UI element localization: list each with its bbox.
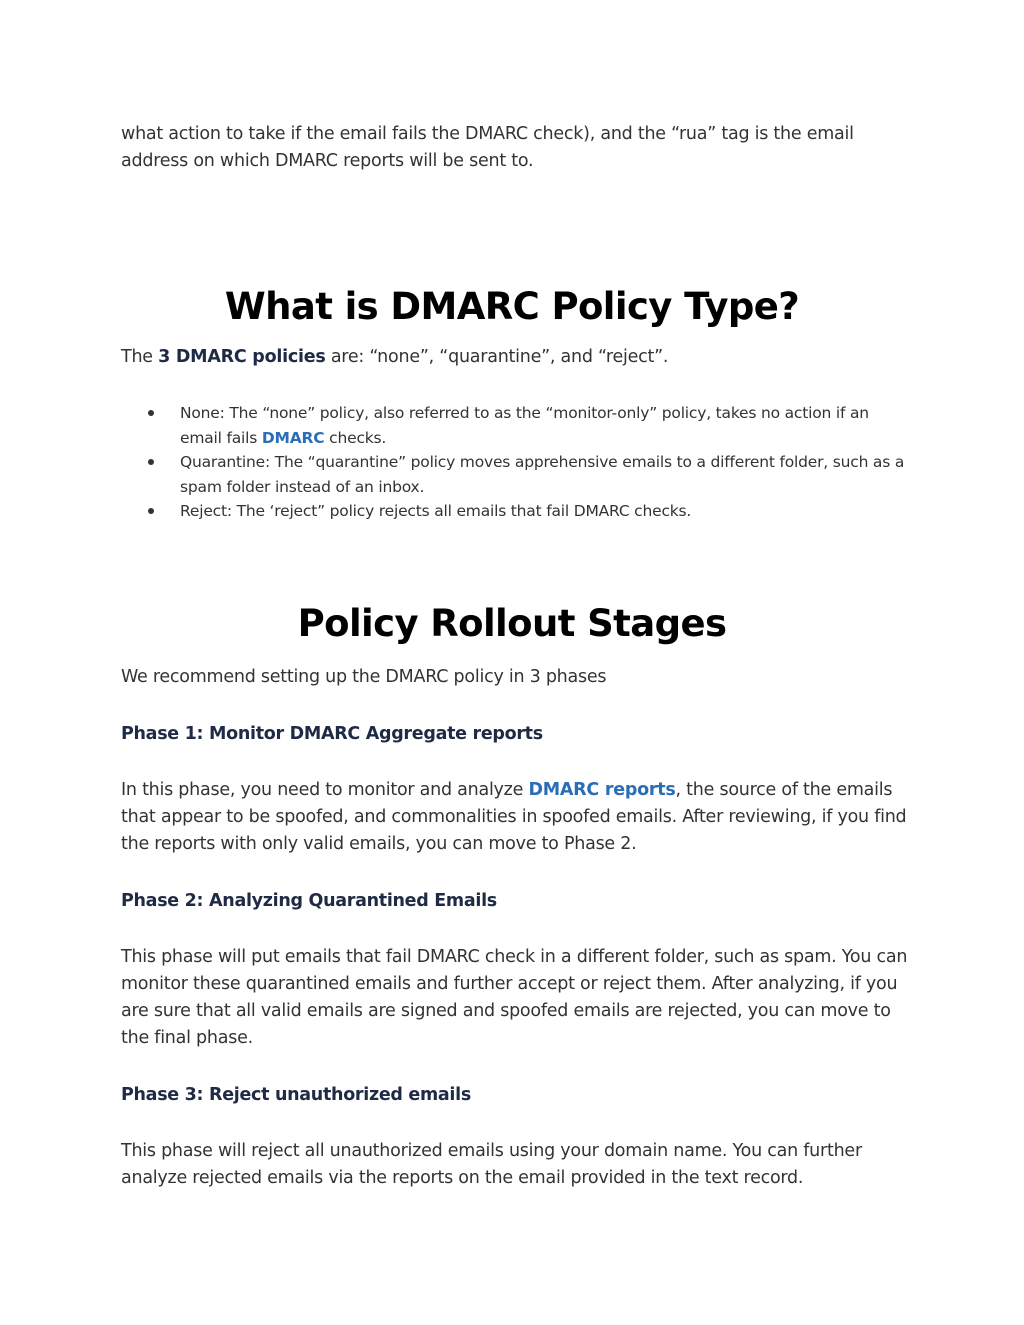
policy-type-lead-suffix: are: “none”, “quarantine”, and “reject”. [325, 347, 669, 367]
list-item-none [121, 401, 911, 450]
phase-1-paragraph [121, 777, 911, 858]
phase-2-paragraph: This phase will put emails that fail DMARC check in a different folder, such as spam. You can monitor these quarantined emails and further accept or reject them. After analyzing, if you are sure that all valid emails are signed and spoofed emails are rejected, you can move to the final phase. [121, 947, 908, 1048]
intro-paragraph: what action to take if the email fails the DMARC check), and the “rua” tag is the email address on which DMARC reports will be sent to. [121, 124, 854, 171]
dmarc-link[interactable]: DMARC [261, 428, 325, 447]
phase-1-text: In this phase, you need to monitor and analyze [121, 780, 529, 800]
bullet-icon [148, 459, 154, 465]
policy-type-lead [121, 344, 911, 371]
dmarc-reports-link[interactable]: DMARC reports [528, 780, 676, 800]
bullet-icon [148, 508, 154, 514]
phase-1-title: Phase 1: Monitor DMARC Aggregate reports [121, 724, 543, 744]
list-item-text: None: The “none” policy, also referred to as the “monitor-only” policy, takes no action if an email fails [180, 404, 869, 447]
phase-3-paragraph: This phase will reject all unauthorized emails using your domain name. You can further analyze rejected emails via the reports on the email provided in the text record. [121, 1141, 862, 1188]
list-item-text-after: checks. [324, 428, 387, 447]
rollout-heading: Policy Rollout Stages [297, 602, 727, 645]
list-item-text: Reject: The ‘reject” policy rejects all emails that fail DMARC checks. [180, 502, 692, 520]
phase-2-title: Phase 2: Analyzing Quarantined Emails [121, 891, 497, 911]
phase-3-title: Phase 3: Reject unauthorized emails [121, 1085, 471, 1105]
policy-type-heading: What is DMARC Policy Type? [224, 285, 800, 328]
list-item-text: Quarantine: The “quarantine” policy moves apprehensive emails to a different folder, such as a spam folder instead of an inbox. [180, 453, 905, 496]
policy-type-lead-prefix: The [121, 347, 159, 367]
policy-list [121, 401, 911, 524]
bullet-icon [148, 410, 154, 416]
phase-1-text-after: , the source of the emails that appear to be spoofed, and commonalities in spoofed emails. After reviewing, if you find the reports with only valid emails, you can move to Phase 2. [121, 780, 907, 854]
list-item-quarantine [121, 450, 911, 499]
rollout-intro: We recommend setting up the DMARC policy in 3 phases [121, 667, 607, 687]
list-item-reject [121, 499, 911, 524]
policy-count-bold: 3 DMARC policies [158, 347, 326, 367]
